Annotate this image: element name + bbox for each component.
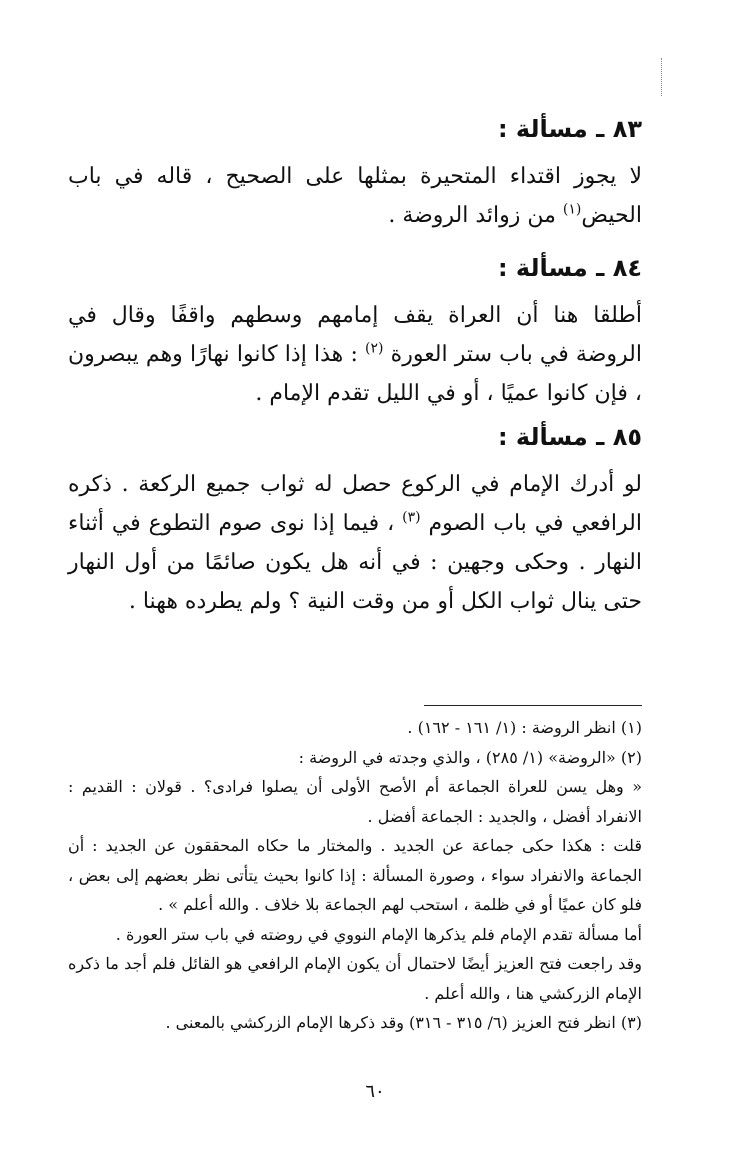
page-edge-mark [661,58,665,96]
footnote-ref-2: (٢) [365,340,384,357]
page-number: ٦٠ [365,1081,385,1102]
footnotes-block [68,713,642,1038]
footnote-line: (١) انظر الروضة : (١/ ١٦١ - ١٦٢) . [407,718,642,737]
paragraph-text: ، فيما إذا نوى صوم التطوع في أثناء النهار . وحكى وجهين : في أنه هل يكون صائمًا من أول النهار حتى ينال ثواب الكل أو من وقت النية ؟ ولم يطرده ههنا . [68,511,642,614]
paragraph-text: أطلقا هنا أن العراة يقف إمامهم وسطهم واقفًا وقال في الروضة في باب ستر العورة [68,303,642,367]
section-paragraph-83 [68,157,642,237]
footnote-divider [424,705,642,706]
section-heading-85: ٨٥ ـ مسألة : [497,423,642,451]
footnote-ref-1: (١) [562,201,582,218]
footnote-line: « وهل يسن للعراة الجماعة أم الأصح الأولى أن يصلوا فرادى؟ . قولان : القديم : الانفراد أفضل ، والجديد : الجماعة أفضل . [68,777,642,826]
paragraph-text: : هذا إذا كانوا نهارًا وهم يبصرون ، فإن كانوا عميًا ، أو في الليل تقدم الإمام . [68,342,642,406]
footnote-line: (٢) «الروضة» (١/ ٢٨٥) ، والذي وجدته في الروضة : [298,747,642,767]
section-heading-84: ٨٤ ـ مسألة : [497,254,642,282]
paragraph-text: لا يجوز اقتداء المتحيرة بمثلها على الصحيح ، قاله في باب الحيض [68,164,642,228]
footnote-line: وقد راجعت فتح العزيز أيضًا لاحتمال أن يكون الإمام الرافعي هو القائل فلم أجد ما ذكره الإمام الزركشي هنا ، والله أعلم . [68,954,642,1003]
section-heading-83: ٨٣ ـ مسألة : [497,115,642,143]
section-paragraph-85 [68,465,642,625]
footnote-line: قلت : هكذا حكى جماعة عن الجديد . والمختار ما حكاه المحققون عن الجديد : أن الجماعة والانفراد سواء ، وصورة المسألة : إذا كانوا بحيث يتأتى نظر بعضهم إلى بعض ، فلو كان عميًا أو في ظلمة ، استحب لهم الجماعة بلا خلاف . والله أعلم » . [68,836,642,914]
footnote-ref-3: (٣) [402,509,421,526]
paragraph-text: من زوائد الروضة . [388,203,563,228]
section-paragraph-84 [68,296,642,416]
paragraph-text: لو أدرك الإمام في الركوع حصل له ثواب جميع الركعة . ذكره الرافعي في باب الصوم [68,472,642,536]
footnote-line: أما مسألة تقدم الإمام فلم يذكرها الإمام النووي في روضته في باب ستر العورة . [115,924,642,944]
footnote-line: (٣) انظر فتح العزيز (٦/ ٣١٥ - ٣١٦) وقد ذكرها الإمام الزركشي بالمعنى . [165,1013,642,1032]
